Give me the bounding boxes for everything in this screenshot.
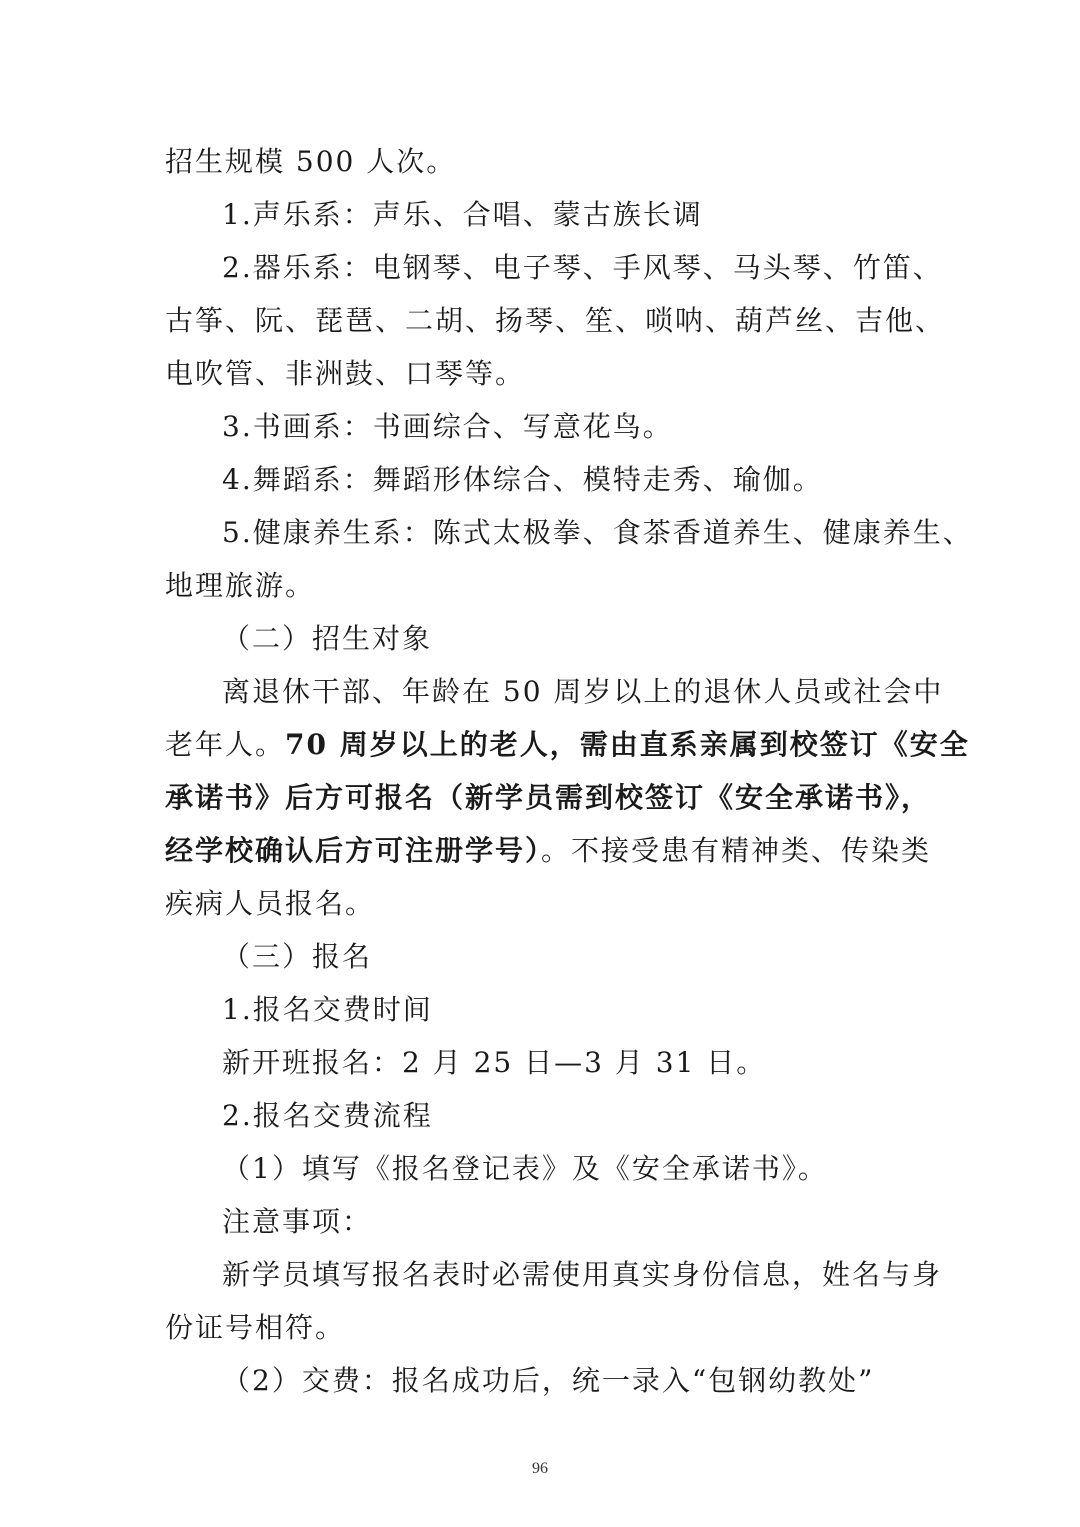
text-line: 2.报名交费流程 <box>222 1099 433 1132</box>
text-line: 地理旅游。 <box>165 569 316 602</box>
text-line: 1.报名交费时间 <box>222 993 433 1026</box>
text-line: 1.声乐系：声乐、合唱、蒙古族长调 <box>222 198 703 231</box>
page-number: 96 <box>532 1460 548 1477</box>
text-line: （2）交费：报名成功后，统一录入“包钢幼教处” <box>222 1364 875 1397</box>
text-line: 招生规模 500 人次。 <box>165 145 457 178</box>
text-line-mixed <box>165 824 932 877</box>
text-line: 古筝、阮、琵琶、二胡、扬琴、笙、唢呐、葫芦丝、吉他、 <box>165 304 946 337</box>
text-line: 新学员填写报名表时必需使用真实身份信息，姓名与身 <box>222 1258 943 1291</box>
text-span: 。不接受患有精神类、传染类 <box>541 834 932 867</box>
text-line: 新开班报名：2 月 25 日—3 月 31 日。 <box>222 1046 767 1079</box>
section-heading: （二）招生对象 <box>222 622 433 655</box>
text-line: 4.舞蹈系：舞蹈形体综合、模特走秀、瑜伽。 <box>222 463 823 496</box>
text-span: 老年人。 <box>165 728 286 761</box>
bold-text-span: 经学校确认后方可注册学号） <box>165 834 542 867</box>
text-line: （1）填写《报名登记表》及《安全承诺书》。 <box>222 1152 828 1185</box>
text-line-mixed <box>165 718 970 771</box>
text-line: 5.健康养生系：陈式太极拳、食茶香道养生、健康养生、 <box>222 516 973 549</box>
section-heading: （三）报名 <box>222 940 373 973</box>
text-line: 疾病人员报名。 <box>165 887 376 920</box>
text-line: 离退休干部、年龄在 50 周岁以上的退休人员或社会中 <box>222 675 944 708</box>
document-body <box>165 135 973 1407</box>
text-line: 电吹管、非洲鼓、口琴等。 <box>165 357 526 390</box>
bold-text-line: 承诺书》后方可报名（新学员需到校签订《安全承诺书》， <box>165 781 932 814</box>
bold-text-span: 70 周岁以上的老人，需由直系亲属到校签订《安全 <box>285 728 970 761</box>
text-line: 注意事项： <box>222 1205 373 1238</box>
text-line: 3.书画系：书画综合、写意花鸟。 <box>222 410 673 443</box>
text-line: 2.器乐系：电钢琴、电子琴、手风琴、马头琴、竹笛、 <box>222 251 943 284</box>
text-line: 份证号相符。 <box>165 1311 346 1344</box>
